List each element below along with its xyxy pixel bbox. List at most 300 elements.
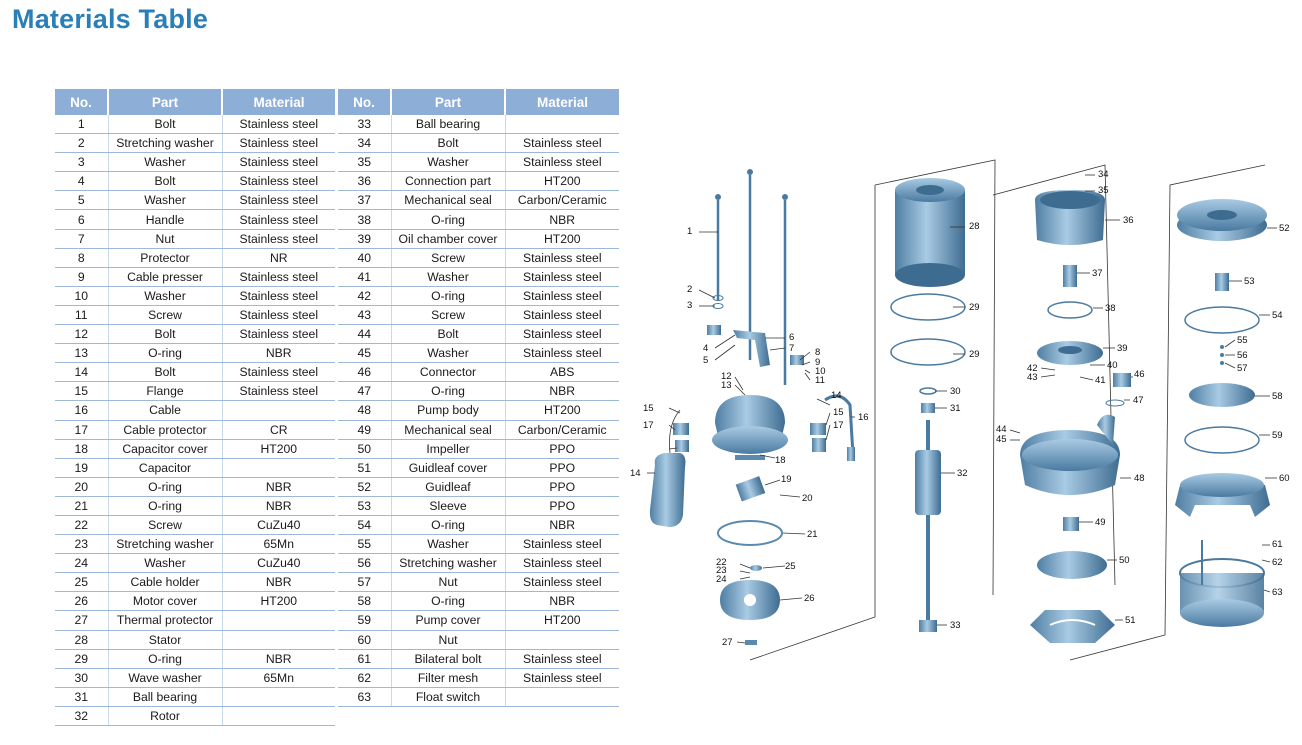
cell-material: NBR bbox=[222, 477, 335, 496]
cell-part: O-ring bbox=[391, 515, 505, 534]
cell-part: Washer bbox=[391, 153, 505, 172]
cell-part: O-ring bbox=[391, 592, 505, 611]
callout: 34 bbox=[1098, 169, 1109, 180]
cell-part: Ball bearing bbox=[391, 115, 505, 134]
table-row bbox=[338, 172, 619, 191]
cell-material: Stainless steel bbox=[222, 267, 335, 286]
cell-part: Bilateral bolt bbox=[391, 649, 505, 668]
table-row bbox=[55, 172, 335, 191]
cell-no: 26 bbox=[55, 592, 108, 611]
callout: 60 bbox=[1279, 473, 1290, 484]
table-row bbox=[338, 496, 619, 515]
cell-part: Sleeve bbox=[391, 496, 505, 515]
table-row bbox=[55, 325, 335, 344]
cell-part: O-ring bbox=[108, 649, 222, 668]
cell-no: 52 bbox=[338, 477, 391, 496]
cell-part: Nut bbox=[391, 573, 505, 592]
callout: 24 bbox=[716, 574, 727, 585]
header-material: Material bbox=[505, 89, 619, 115]
callout: 5 bbox=[703, 355, 709, 366]
table-row bbox=[338, 191, 619, 210]
cell-material bbox=[505, 630, 619, 649]
cell-material: NBR bbox=[222, 649, 335, 668]
cell-material: Stainless steel bbox=[505, 554, 619, 573]
cell-no: 50 bbox=[338, 439, 391, 458]
table-row bbox=[338, 630, 619, 649]
cell-part: Connection part bbox=[391, 172, 505, 191]
callout: 32 bbox=[957, 468, 968, 479]
cell-no: 18 bbox=[55, 439, 108, 458]
cell-no: 28 bbox=[55, 630, 108, 649]
callout: 31 bbox=[950, 403, 961, 414]
page-title: Materials Table bbox=[12, 4, 209, 34]
cell-part: O-ring bbox=[108, 477, 222, 496]
cell-part: Flange bbox=[108, 382, 222, 401]
callout: 20 bbox=[802, 493, 813, 504]
table-row bbox=[55, 496, 335, 515]
cell-no: 23 bbox=[55, 535, 108, 554]
cell-part: Guidleaf cover bbox=[391, 458, 505, 477]
table-row bbox=[55, 706, 335, 725]
table-row bbox=[55, 248, 335, 267]
table-row bbox=[338, 363, 619, 382]
callout: 62 bbox=[1272, 557, 1283, 568]
cell-material: PPO bbox=[505, 496, 619, 515]
table-row bbox=[338, 115, 619, 134]
cell-part: Cable presser bbox=[108, 267, 222, 286]
cell-material: Stainless steel bbox=[222, 382, 335, 401]
header-no: No. bbox=[338, 89, 391, 115]
table-row bbox=[338, 573, 619, 592]
cell-part: O-ring bbox=[108, 496, 222, 515]
callout: 46 bbox=[1134, 369, 1145, 380]
callout: 22 bbox=[716, 557, 727, 568]
cell-no: 25 bbox=[55, 573, 108, 592]
callout: 51 bbox=[1125, 615, 1136, 626]
table-row bbox=[55, 115, 335, 134]
table-row bbox=[55, 630, 335, 649]
cell-material: NBR bbox=[222, 573, 335, 592]
cell-no: 53 bbox=[338, 496, 391, 515]
table-row bbox=[338, 477, 619, 496]
callout: 29 bbox=[969, 302, 980, 313]
cell-no: 3 bbox=[55, 153, 108, 172]
cell-no: 47 bbox=[338, 382, 391, 401]
cell-material: Stainless steel bbox=[222, 286, 335, 305]
cell-part: Rotor bbox=[108, 706, 222, 725]
table-row bbox=[338, 439, 619, 458]
cell-material: Carbon/Ceramic bbox=[505, 420, 619, 439]
callout: 3 bbox=[687, 300, 693, 311]
cell-no: 14 bbox=[55, 363, 108, 382]
callout: 58 bbox=[1272, 391, 1283, 402]
cell-part: Ball bearing bbox=[108, 687, 222, 706]
table-row bbox=[55, 611, 335, 630]
cell-part: O-ring bbox=[391, 382, 505, 401]
cell-part: Nut bbox=[108, 229, 222, 248]
cell-material: NBR bbox=[505, 592, 619, 611]
cell-material: Stainless steel bbox=[222, 325, 335, 344]
table-row bbox=[338, 134, 619, 153]
callout: 2 bbox=[687, 284, 693, 295]
cell-no: 11 bbox=[55, 305, 108, 324]
cell-no: 63 bbox=[338, 687, 391, 706]
cell-material: Stainless steel bbox=[222, 172, 335, 191]
cell-no: 35 bbox=[338, 153, 391, 172]
cell-no: 40 bbox=[338, 248, 391, 267]
cell-no: 4 bbox=[55, 172, 108, 191]
cell-no: 44 bbox=[338, 325, 391, 344]
callout: 38 bbox=[1105, 303, 1116, 314]
callout: 8 bbox=[815, 347, 821, 358]
callout: 52 bbox=[1279, 223, 1290, 234]
callout: 16 bbox=[858, 412, 869, 423]
table-header-row bbox=[338, 89, 619, 115]
cell-part: Handle bbox=[108, 210, 222, 229]
cell-part: O-ring bbox=[108, 344, 222, 363]
cell-part: Washer bbox=[108, 554, 222, 573]
cell-no: 12 bbox=[55, 325, 108, 344]
cell-no: 34 bbox=[338, 134, 391, 153]
cell-no: 13 bbox=[55, 344, 108, 363]
table-row bbox=[55, 134, 335, 153]
table-row bbox=[338, 286, 619, 305]
cell-material: Stainless steel bbox=[505, 535, 619, 554]
table-header-row bbox=[55, 89, 335, 115]
callout: 61 bbox=[1272, 539, 1283, 550]
cell-part: Bolt bbox=[108, 172, 222, 191]
cell-material: HT200 bbox=[505, 229, 619, 248]
table-row bbox=[338, 668, 619, 687]
callout: 21 bbox=[807, 529, 818, 540]
callout: 30 bbox=[950, 386, 961, 397]
table-row bbox=[338, 344, 619, 363]
cell-material: Stainless steel bbox=[222, 305, 335, 324]
cell-part: Bolt bbox=[391, 134, 505, 153]
cell-part: Mechanical seal bbox=[391, 191, 505, 210]
table-row bbox=[55, 439, 335, 458]
cell-part: Nut bbox=[391, 630, 505, 649]
table-row bbox=[55, 229, 335, 248]
cell-material: Stainless steel bbox=[505, 573, 619, 592]
cell-no: 2 bbox=[55, 134, 108, 153]
header-part: Part bbox=[391, 89, 505, 115]
callout: 35 bbox=[1098, 185, 1109, 196]
cell-part: Cable holder bbox=[108, 573, 222, 592]
callout: 57 bbox=[1237, 363, 1248, 374]
cell-no: 55 bbox=[338, 535, 391, 554]
table-row bbox=[55, 649, 335, 668]
cell-no: 29 bbox=[55, 649, 108, 668]
cell-no: 17 bbox=[55, 420, 108, 439]
cell-material: Stainless steel bbox=[222, 115, 335, 134]
table-row bbox=[55, 687, 335, 706]
cell-material: Stainless steel bbox=[505, 248, 619, 267]
table-row bbox=[55, 515, 335, 534]
callout: 17 bbox=[833, 420, 844, 431]
cell-no: 58 bbox=[338, 592, 391, 611]
cell-material: HT200 bbox=[505, 401, 619, 420]
table-row bbox=[338, 554, 619, 573]
callout: 18 bbox=[775, 455, 786, 466]
table-row bbox=[338, 305, 619, 324]
header-material: Material bbox=[222, 89, 335, 115]
cell-part: Bolt bbox=[391, 325, 505, 344]
header-no: No. bbox=[55, 89, 108, 115]
table-row bbox=[338, 210, 619, 229]
cell-part: Stretching washer bbox=[108, 535, 222, 554]
callout: 11 bbox=[815, 375, 825, 386]
cell-no: 15 bbox=[55, 382, 108, 401]
callout: 43 bbox=[1027, 372, 1038, 383]
callout: 14 bbox=[831, 390, 842, 401]
cell-part: Pump cover bbox=[391, 611, 505, 630]
cell-no: 22 bbox=[55, 515, 108, 534]
callout: 56 bbox=[1237, 350, 1248, 361]
cell-material: ABS bbox=[505, 363, 619, 382]
cell-part: Bolt bbox=[108, 363, 222, 382]
cell-part: Washer bbox=[108, 191, 222, 210]
callout: 26 bbox=[804, 593, 815, 604]
callout: 10 bbox=[815, 366, 826, 377]
cell-no: 37 bbox=[338, 191, 391, 210]
cell-material bbox=[505, 115, 619, 134]
cell-no: 49 bbox=[338, 420, 391, 439]
table-row bbox=[55, 458, 335, 477]
cell-material bbox=[222, 611, 335, 630]
cell-material: Stainless steel bbox=[222, 210, 335, 229]
callout: 39 bbox=[1117, 343, 1128, 354]
callout: 33 bbox=[950, 620, 961, 631]
callout: 37 bbox=[1092, 268, 1103, 279]
callout: 28 bbox=[969, 221, 980, 232]
cell-no: 31 bbox=[55, 687, 108, 706]
callout: 47 bbox=[1133, 395, 1144, 406]
cell-material: Stainless steel bbox=[222, 134, 335, 153]
cell-no: 51 bbox=[338, 458, 391, 477]
cell-no: 38 bbox=[338, 210, 391, 229]
cell-part: Washer bbox=[391, 344, 505, 363]
callout: 44 bbox=[996, 424, 1007, 435]
cell-no: 56 bbox=[338, 554, 391, 573]
table-row bbox=[55, 286, 335, 305]
callout: 25 bbox=[785, 561, 796, 572]
callout: 17 bbox=[643, 420, 654, 431]
cell-material: HT200 bbox=[505, 611, 619, 630]
cell-no: 41 bbox=[338, 267, 391, 286]
float-switch-icon bbox=[650, 453, 686, 527]
table-row bbox=[338, 649, 619, 668]
callout: 14 bbox=[630, 468, 641, 479]
cell-material: 65Mn bbox=[222, 535, 335, 554]
cell-no: 16 bbox=[55, 401, 108, 420]
cell-material bbox=[222, 687, 335, 706]
table-row bbox=[55, 210, 335, 229]
cell-material: Stainless steel bbox=[222, 229, 335, 248]
table-row bbox=[338, 592, 619, 611]
table-row bbox=[338, 458, 619, 477]
cell-no: 57 bbox=[338, 573, 391, 592]
cell-material: NBR bbox=[505, 515, 619, 534]
cell-material: CuZu40 bbox=[222, 515, 335, 534]
cell-part: Screw bbox=[391, 305, 505, 324]
cell-part: Cable bbox=[108, 401, 222, 420]
cell-part: Washer bbox=[391, 267, 505, 286]
cell-no: 8 bbox=[55, 248, 108, 267]
cell-part: Screw bbox=[391, 248, 505, 267]
callout: 36 bbox=[1123, 215, 1134, 226]
cell-material: HT200 bbox=[222, 439, 335, 458]
cell-material bbox=[222, 706, 335, 725]
cell-material bbox=[222, 630, 335, 649]
callout: 7 bbox=[789, 343, 795, 354]
cell-material: HT200 bbox=[222, 592, 335, 611]
cell-material: Stainless steel bbox=[505, 286, 619, 305]
table-row bbox=[55, 401, 335, 420]
cell-part: Capacitor cover bbox=[108, 439, 222, 458]
cell-part: Screw bbox=[108, 305, 222, 324]
callout: 54 bbox=[1272, 310, 1283, 321]
table-row bbox=[338, 267, 619, 286]
cell-part: Cable protector bbox=[108, 420, 222, 439]
cell-no: 30 bbox=[55, 668, 108, 687]
cell-part: Oil chamber cover bbox=[391, 229, 505, 248]
cell-material: CR bbox=[222, 420, 335, 439]
callout: 45 bbox=[996, 434, 1007, 445]
cell-material: Stainless steel bbox=[505, 344, 619, 363]
cell-no: 6 bbox=[55, 210, 108, 229]
cell-no: 24 bbox=[55, 554, 108, 573]
cell-no: 43 bbox=[338, 305, 391, 324]
cell-part: Filter mesh bbox=[391, 668, 505, 687]
cell-part: Screw bbox=[108, 515, 222, 534]
cell-no: 36 bbox=[338, 172, 391, 191]
callout: 49 bbox=[1095, 517, 1106, 528]
cell-material: Stainless steel bbox=[222, 191, 335, 210]
cell-no: 7 bbox=[55, 229, 108, 248]
cell-no: 33 bbox=[338, 115, 391, 134]
callout: 42 bbox=[1027, 363, 1038, 374]
cell-part: Bolt bbox=[108, 325, 222, 344]
cell-no: 10 bbox=[55, 286, 108, 305]
callout: 63 bbox=[1272, 587, 1283, 598]
callout: 1 bbox=[687, 226, 693, 237]
cell-no: 21 bbox=[55, 496, 108, 515]
callout: 41 bbox=[1095, 375, 1106, 386]
table-row bbox=[55, 153, 335, 172]
table-row bbox=[55, 554, 335, 573]
callout: 48 bbox=[1134, 473, 1145, 484]
cell-material: Stainless steel bbox=[222, 363, 335, 382]
table-row bbox=[55, 535, 335, 554]
callout: 55 bbox=[1237, 335, 1248, 346]
cell-material: NBR bbox=[505, 210, 619, 229]
callout: 15 bbox=[833, 407, 844, 418]
cell-material bbox=[222, 458, 335, 477]
callout: 12 bbox=[721, 371, 732, 382]
cell-part: Washer bbox=[108, 153, 222, 172]
cell-no: 60 bbox=[338, 630, 391, 649]
table-row bbox=[338, 515, 619, 534]
cell-no: 45 bbox=[338, 344, 391, 363]
filter-assembly bbox=[1175, 199, 1270, 627]
cell-no: 19 bbox=[55, 458, 108, 477]
callout: 59 bbox=[1272, 430, 1283, 441]
cell-no: 62 bbox=[338, 668, 391, 687]
cell-part: Motor cover bbox=[108, 592, 222, 611]
cell-part: Washer bbox=[391, 535, 505, 554]
table-row bbox=[55, 420, 335, 439]
table-row bbox=[338, 325, 619, 344]
callout: 9 bbox=[815, 357, 821, 368]
cell-no: 46 bbox=[338, 363, 391, 382]
cell-part: Stator bbox=[108, 630, 222, 649]
cell-no: 59 bbox=[338, 611, 391, 630]
callout: 53 bbox=[1244, 276, 1255, 287]
cell-material: Stainless steel bbox=[505, 649, 619, 668]
cell-material: CuZu40 bbox=[222, 554, 335, 573]
cell-part: Stretching washer bbox=[391, 554, 505, 573]
cell-no: 61 bbox=[338, 649, 391, 668]
cell-material: NBR bbox=[505, 382, 619, 401]
cell-material: Stainless steel bbox=[505, 305, 619, 324]
cell-part: Pump body bbox=[391, 401, 505, 420]
cell-material: Stainless steel bbox=[505, 134, 619, 153]
materials-table-right bbox=[338, 89, 619, 707]
cell-no: 5 bbox=[55, 191, 108, 210]
cell-material: NBR bbox=[222, 344, 335, 363]
table-row bbox=[338, 248, 619, 267]
cell-material: Stainless steel bbox=[505, 267, 619, 286]
table-row bbox=[338, 535, 619, 554]
cell-part: Mechanical seal bbox=[391, 420, 505, 439]
pump-body-assembly bbox=[1020, 190, 1131, 643]
cell-part: Impeller bbox=[391, 439, 505, 458]
materials-table-left bbox=[55, 89, 335, 726]
cell-material: Carbon/Ceramic bbox=[505, 191, 619, 210]
table-row bbox=[55, 191, 335, 210]
table-row bbox=[338, 687, 619, 706]
table-row bbox=[338, 401, 619, 420]
table-row bbox=[55, 592, 335, 611]
table-row bbox=[55, 573, 335, 592]
cell-no: 54 bbox=[338, 515, 391, 534]
cell-material: HT200 bbox=[505, 172, 619, 191]
table-row bbox=[55, 382, 335, 401]
cell-material: PPO bbox=[505, 439, 619, 458]
cell-no: 48 bbox=[338, 401, 391, 420]
table-row bbox=[55, 267, 335, 286]
cell-part: Float switch bbox=[391, 687, 505, 706]
cell-material bbox=[222, 401, 335, 420]
cell-material: Stainless steel bbox=[505, 153, 619, 172]
cell-part: Washer bbox=[108, 286, 222, 305]
table-row bbox=[55, 363, 335, 382]
table-row bbox=[338, 420, 619, 439]
cell-material: NR bbox=[222, 248, 335, 267]
cell-part: Connector bbox=[391, 363, 505, 382]
cell-part: O-ring bbox=[391, 286, 505, 305]
cell-material: Stainless steel bbox=[505, 668, 619, 687]
table-row bbox=[55, 344, 335, 363]
cell-no: 32 bbox=[55, 706, 108, 725]
callout: 29 bbox=[969, 349, 980, 360]
cell-part: Thermal protector bbox=[108, 611, 222, 630]
table-row bbox=[338, 611, 619, 630]
cell-material: PPO bbox=[505, 477, 619, 496]
cell-no: 9 bbox=[55, 267, 108, 286]
cell-part: Stretching washer bbox=[108, 134, 222, 153]
